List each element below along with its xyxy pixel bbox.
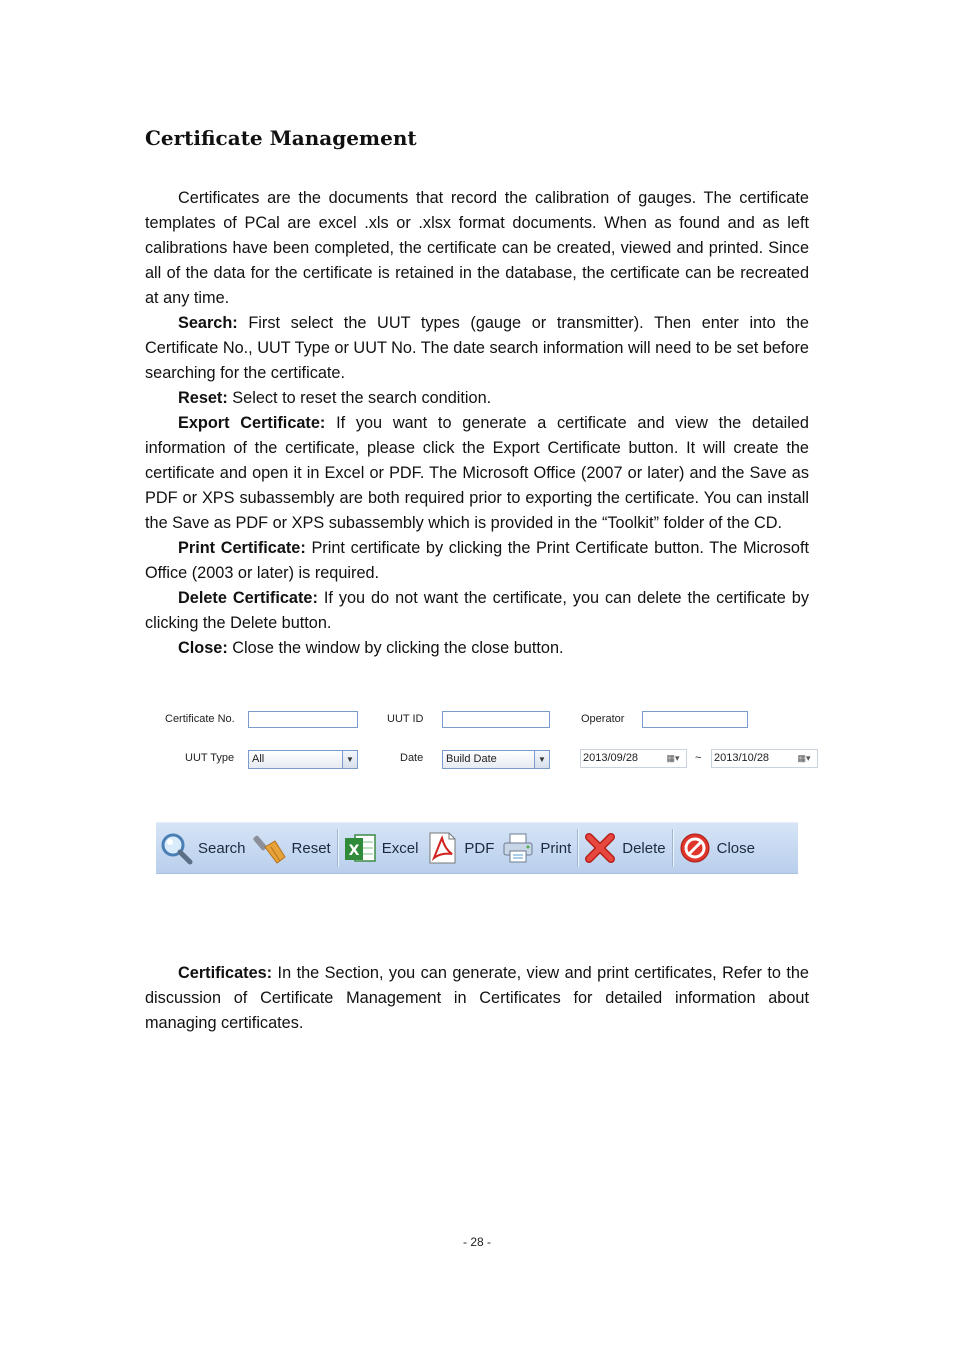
reset-term: Reset: [178, 389, 228, 407]
operator-label: Operator [581, 713, 625, 725]
date-to-picker[interactable] [711, 749, 818, 768]
close-term: Close: [178, 639, 228, 657]
uut-id-label: UUT ID [387, 713, 424, 725]
delete-x-icon [582, 830, 618, 866]
broom-icon [252, 830, 288, 866]
date-type-value: Build Date [446, 753, 497, 765]
certificates-paragraph [145, 961, 809, 1036]
export-description: If you want to generate a certificate and view the detailed information of the certificate, please click the Export Certificate button. It will create the certificate and open it in Excel or PDF. The Microsoft Office (2007 or later) and the Save as PDF or XPS subassembly are both required prior to exporting the certificate. You can install the Save as PDF or XPS subassembly which is provided in the “Toolkit” folder of the CD. [145, 414, 809, 532]
print-button-label: Print [540, 839, 572, 857]
uut-type-label: UUT Type [185, 752, 235, 764]
close-description: Close the window by clicking the close button. [227, 639, 564, 657]
search-button[interactable] [156, 826, 250, 870]
date-type-select[interactable] [442, 750, 550, 769]
print-paragraph [145, 536, 809, 586]
certificates-section-text [145, 961, 809, 1036]
delete-paragraph [145, 586, 809, 636]
search-icon [158, 830, 194, 866]
print-term: Print Certificate: [178, 539, 306, 557]
pdf-button[interactable] [422, 826, 498, 870]
page-number: - 28 - [462, 1235, 491, 1249]
date-label: Date [400, 752, 424, 764]
intro-paragraph: Certificates are the documents that record the calibration of gauges. The certificate templates of PCal are excel .xls or .xlsx format documents. When as found and as left calibrations have been completed, the certificate can be created, viewed and printed. Since all of the data for the certificate is retained in the database, the certificate can be recreated at any time. [145, 189, 809, 307]
date-from-picker[interactable] [580, 749, 687, 768]
close-button-label: Close [716, 839, 755, 857]
certificates-description: In the Section, you can generate, view and print certificates, Refer to the discussion of Certificate Management in Certificates for detailed information about managing certificates. [145, 964, 809, 1032]
print-description: Print certificate by clicking the Print Certificate button. The Microsoft Office (2003 or later) is required. [145, 539, 809, 582]
certificates-term: Certificates: [178, 964, 273, 982]
excel-button[interactable] [340, 826, 423, 870]
toolbar-separator [577, 829, 578, 867]
search-button-label: Search [198, 839, 246, 857]
reset-button-label: Reset [291, 839, 331, 857]
close-button[interactable] [675, 826, 759, 870]
excel-button-label: Excel [381, 839, 419, 857]
prohibited-icon [677, 830, 713, 866]
calendar-icon[interactable]: ▦▾ [797, 753, 811, 763]
uut-type-value: All [252, 753, 265, 765]
search-description: First select the UUT types (gauge or transmitter). Then enter into the Certificate No., UUT Type or UUT No. The date search information will need to be set before searching for the certificate. [145, 314, 809, 382]
body-text [145, 186, 809, 661]
export-term: Export Certificate: [178, 414, 326, 432]
operator-input[interactable] [642, 711, 748, 728]
uut-id-input[interactable] [442, 711, 550, 728]
toolbar-separator [672, 829, 673, 867]
chevron-down-icon[interactable]: ▼ [342, 751, 357, 768]
toolbar-separator [337, 829, 338, 867]
printer-icon [500, 830, 536, 866]
uut-type-select[interactable] [248, 750, 358, 769]
calendar-icon[interactable]: ▦▾ [666, 753, 680, 763]
date-from-value: 2013/09/28 [583, 752, 639, 764]
svg-text:X: X [348, 843, 360, 859]
reset-paragraph [145, 386, 809, 411]
export-paragraph [145, 411, 809, 536]
reset-description: Select to reset the search condition. [227, 389, 492, 407]
date-range-separator: ~ [695, 752, 702, 764]
certificate-no-label: Certificate No. [165, 713, 235, 725]
delete-button[interactable] [580, 826, 669, 870]
delete-button-label: Delete [622, 839, 666, 857]
search-term: Search: [178, 314, 238, 332]
search-form [150, 700, 830, 780]
pdf-icon [424, 830, 460, 866]
date-to-value: 2013/10/28 [714, 752, 770, 764]
delete-description: If you do not want the certificate, you can delete the certificate by clicking the Delete button. [145, 589, 809, 632]
certificate-toolbar [156, 822, 798, 874]
certificate-no-input[interactable] [248, 711, 358, 728]
chevron-down-icon[interactable]: ▼ [534, 751, 549, 768]
reset-button[interactable] [250, 826, 335, 870]
search-paragraph [145, 311, 809, 386]
excel-icon [342, 830, 378, 866]
print-button[interactable] [498, 826, 575, 870]
delete-term: Delete Certificate: [178, 589, 318, 607]
pdf-button-label: PDF [464, 839, 495, 857]
close-paragraph [145, 636, 809, 661]
section-heading: Certificate Management [145, 126, 417, 150]
